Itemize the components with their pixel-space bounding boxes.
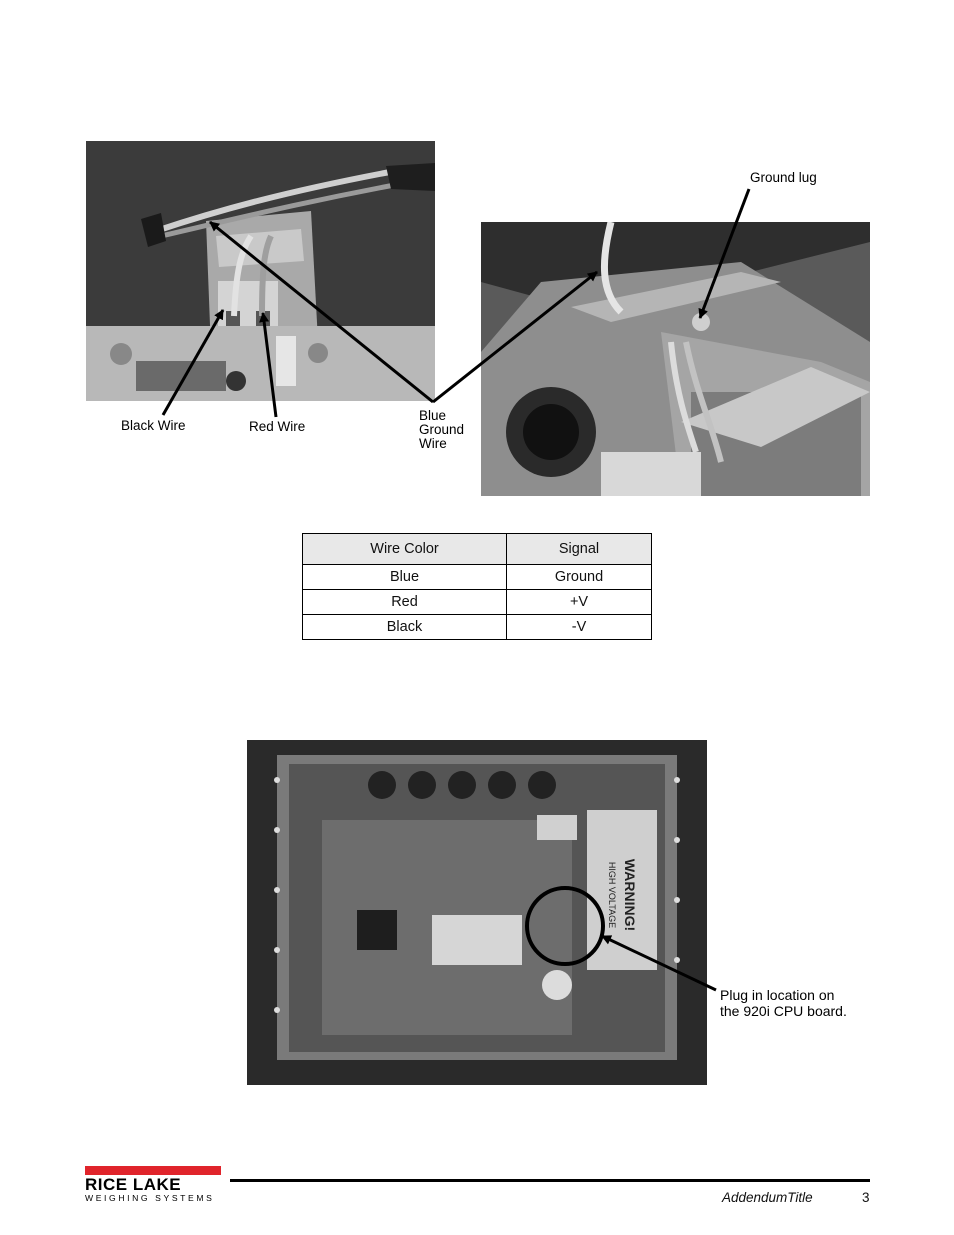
arrow-black-wire [163,310,223,415]
table-header-row [303,534,652,565]
table-cell: +V [507,590,652,615]
callout-black-wire: Black Wire [121,418,186,433]
logo-main-text: RICE LAKE [85,1175,182,1194]
table-row [303,615,652,640]
logo-sub-text: WEIGHING SYSTEMS [85,1193,215,1203]
callout-plug-location-line2: the 920i CPU board. [720,1003,847,1019]
highlight-circle [527,888,603,964]
callout-ground-lug: Ground lug [750,170,817,185]
table-cell: Red [303,590,507,615]
table-row [303,565,652,590]
footer-title: AddendumTitle [722,1190,813,1205]
table-cell: Ground [507,565,652,590]
table-row [303,590,652,615]
table-cell: Black [303,615,507,640]
table-header-cell: Wire Color [303,534,507,565]
logo-red-bar [85,1166,221,1175]
callout-red-wire: Red Wire [249,419,306,434]
arrow-red-wire [263,313,276,417]
callout-blue-ground-wire-line2: Ground [419,422,465,437]
warning-text: WARNING! [622,858,638,932]
page-number: 3 [862,1190,870,1205]
arrow-ground-lug [700,189,749,318]
wire-color-table [302,533,652,640]
warning-subtext: HIGH VOLTAGE [607,861,617,929]
callout-plug-location-line1: Plug in location on [720,987,835,1003]
table-cell: -V [507,615,652,640]
table-header-cell: Signal [507,534,652,565]
rice-lake-logo [85,1166,221,1203]
callout-blue-ground-wire-line3: Wire [419,436,447,451]
table-cell: Blue [303,565,507,590]
callout-blue-ground-wire-line1: Blue [419,408,447,423]
arrow-blue-wire-right [433,272,597,402]
footer-rule [230,1179,870,1182]
arrow-blue-wire-left [210,222,433,402]
arrow-plug-location [602,936,716,990]
